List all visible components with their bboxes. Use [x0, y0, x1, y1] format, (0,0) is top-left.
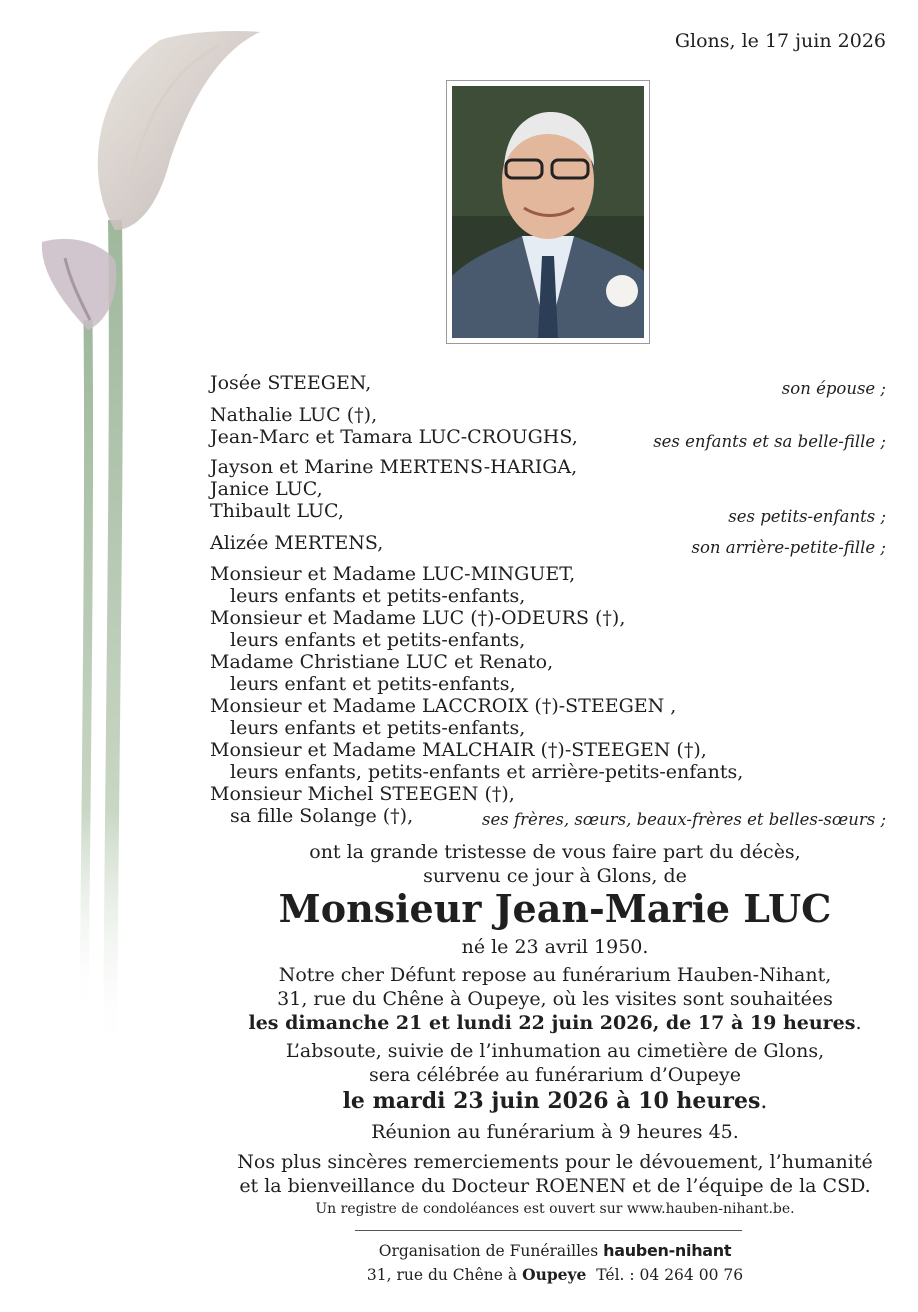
thanks-line: et la bienveillance du Docteur ROENEN et de l’équipe de la CSD. — [239, 1175, 871, 1197]
family-group-5 — [210, 563, 743, 827]
footer-org-line — [210, 1239, 900, 1263]
birth-date: né le 23 avril 1950. — [461, 936, 649, 958]
ceremony-date-text: le mardi 23 juin 2026 à 10 heures — [342, 1088, 761, 1114]
footer-org-label: Organisation de Funérailles — [378, 1242, 599, 1260]
footer-phone: Tél. : 04 264 00 76 — [596, 1266, 744, 1284]
family-name-line: leurs enfants et petits-enfants, — [230, 629, 526, 651]
intro-line: ont la grande tristesse de vous faire part du décès, — [309, 841, 801, 863]
deceased-name: Monsieur Jean-Marie LUC — [278, 886, 832, 931]
family-name-line: leurs enfants et petits-enfants, — [230, 585, 526, 607]
ceremony-date — [210, 1087, 900, 1116]
ceremony-info — [210, 1039, 900, 1087]
family-group-1 — [210, 372, 371, 394]
family-name-line: Nathalie LUC (†), — [210, 404, 378, 426]
family-name-line: Madame Christiane LUC et Renato, — [210, 651, 554, 673]
family-group-3 — [210, 456, 577, 522]
relation-label-2: ses enfants et sa belle-fille ; — [653, 432, 886, 451]
family-name-line: Alizée MERTENS, — [210, 532, 384, 554]
place-date: Glons, le 17 juin 2026 — [674, 30, 886, 52]
footer — [210, 1239, 900, 1287]
family-name-line: Josée STEEGEN, — [210, 372, 372, 394]
family-group-2 — [210, 404, 578, 448]
visitation-dates-text: les dimanche 21 et lundi 22 juin 2026, de 17 à 19 heures — [248, 1012, 856, 1034]
visitation-line: 31, rue du Chêne à Oupeye, où les visites sont souhaitées — [277, 988, 833, 1010]
family-name-line: Monsieur et Madame MALCHAIR (†)-STEEGEN (†), — [210, 739, 707, 761]
visitation-dates — [210, 1011, 900, 1035]
punct: . — [760, 1089, 768, 1114]
ceremony-line: L’absoute, suivie de l’inhumation au cimetière de Glons, — [285, 1040, 825, 1062]
relation-label-5: ses frères, sœurs, beaux-frères et belles-sœurs ; — [482, 810, 886, 829]
portrait-photo — [446, 80, 650, 344]
announcement-intro — [210, 840, 900, 888]
relation-label-4: son arrière-petite-fille ; — [691, 538, 886, 557]
footer-town: Oupeye — [522, 1265, 587, 1284]
thanks — [210, 1150, 900, 1198]
relation-label-1: son épouse ; — [781, 379, 886, 398]
family-name-line: Jean-Marc et Tamara LUC-CROUGHS, — [210, 426, 578, 448]
footer-address: 31, rue du Chêne à — [366, 1266, 518, 1284]
family-name-line: sa fille Solange (†), — [230, 805, 414, 827]
family-group-4 — [210, 532, 383, 554]
ceremony-line: sera célébrée au funérarium d’Oupeye — [368, 1064, 742, 1086]
thanks-line: Nos plus sincères remerciements pour le dévouement, l’humanité — [237, 1151, 873, 1173]
visitation-line: Notre cher Défunt repose au funérarium Hauben-Nihant, — [278, 964, 832, 986]
family-name-line: leurs enfants et petits-enfants, — [230, 717, 526, 739]
intro-line: survenu ce jour à Glons, de — [423, 865, 687, 887]
family-name-line: leurs enfant et petits-enfants, — [230, 673, 516, 695]
family-name-line: leurs enfants, petits-enfants et arrière-petits-enfants, — [230, 761, 744, 783]
condolence-register: Un registre de condoléances est ouvert sur www.hauben-nihant.be. — [315, 1201, 795, 1217]
family-name-line: Monsieur et Madame LACCROIX (†)-STEEGEN , — [210, 695, 677, 717]
family-name-line: Jayson et Marine MERTENS-HARIGA, — [210, 456, 578, 478]
relation-label-3: ses petits-enfants ; — [728, 507, 886, 526]
meeting-info: Réunion au funérarium à 9 heures 45. — [371, 1121, 739, 1143]
footer-address-line — [210, 1263, 900, 1287]
family-name-line: Thibault LUC, — [210, 500, 344, 522]
family-name-line: Monsieur et Madame LUC (†)-ODEURS (†), — [210, 607, 626, 629]
family-name-line: Janice LUC, — [210, 478, 323, 500]
family-name-line: Monsieur et Madame LUC-MINGUET, — [210, 563, 576, 585]
visitation-info — [210, 963, 900, 1035]
family-name-line: Monsieur Michel STEEGEN (†), — [210, 783, 515, 805]
footer-divider — [355, 1230, 742, 1231]
punct: . — [855, 1012, 862, 1034]
brand-logo: hauben-nihant — [603, 1241, 732, 1260]
